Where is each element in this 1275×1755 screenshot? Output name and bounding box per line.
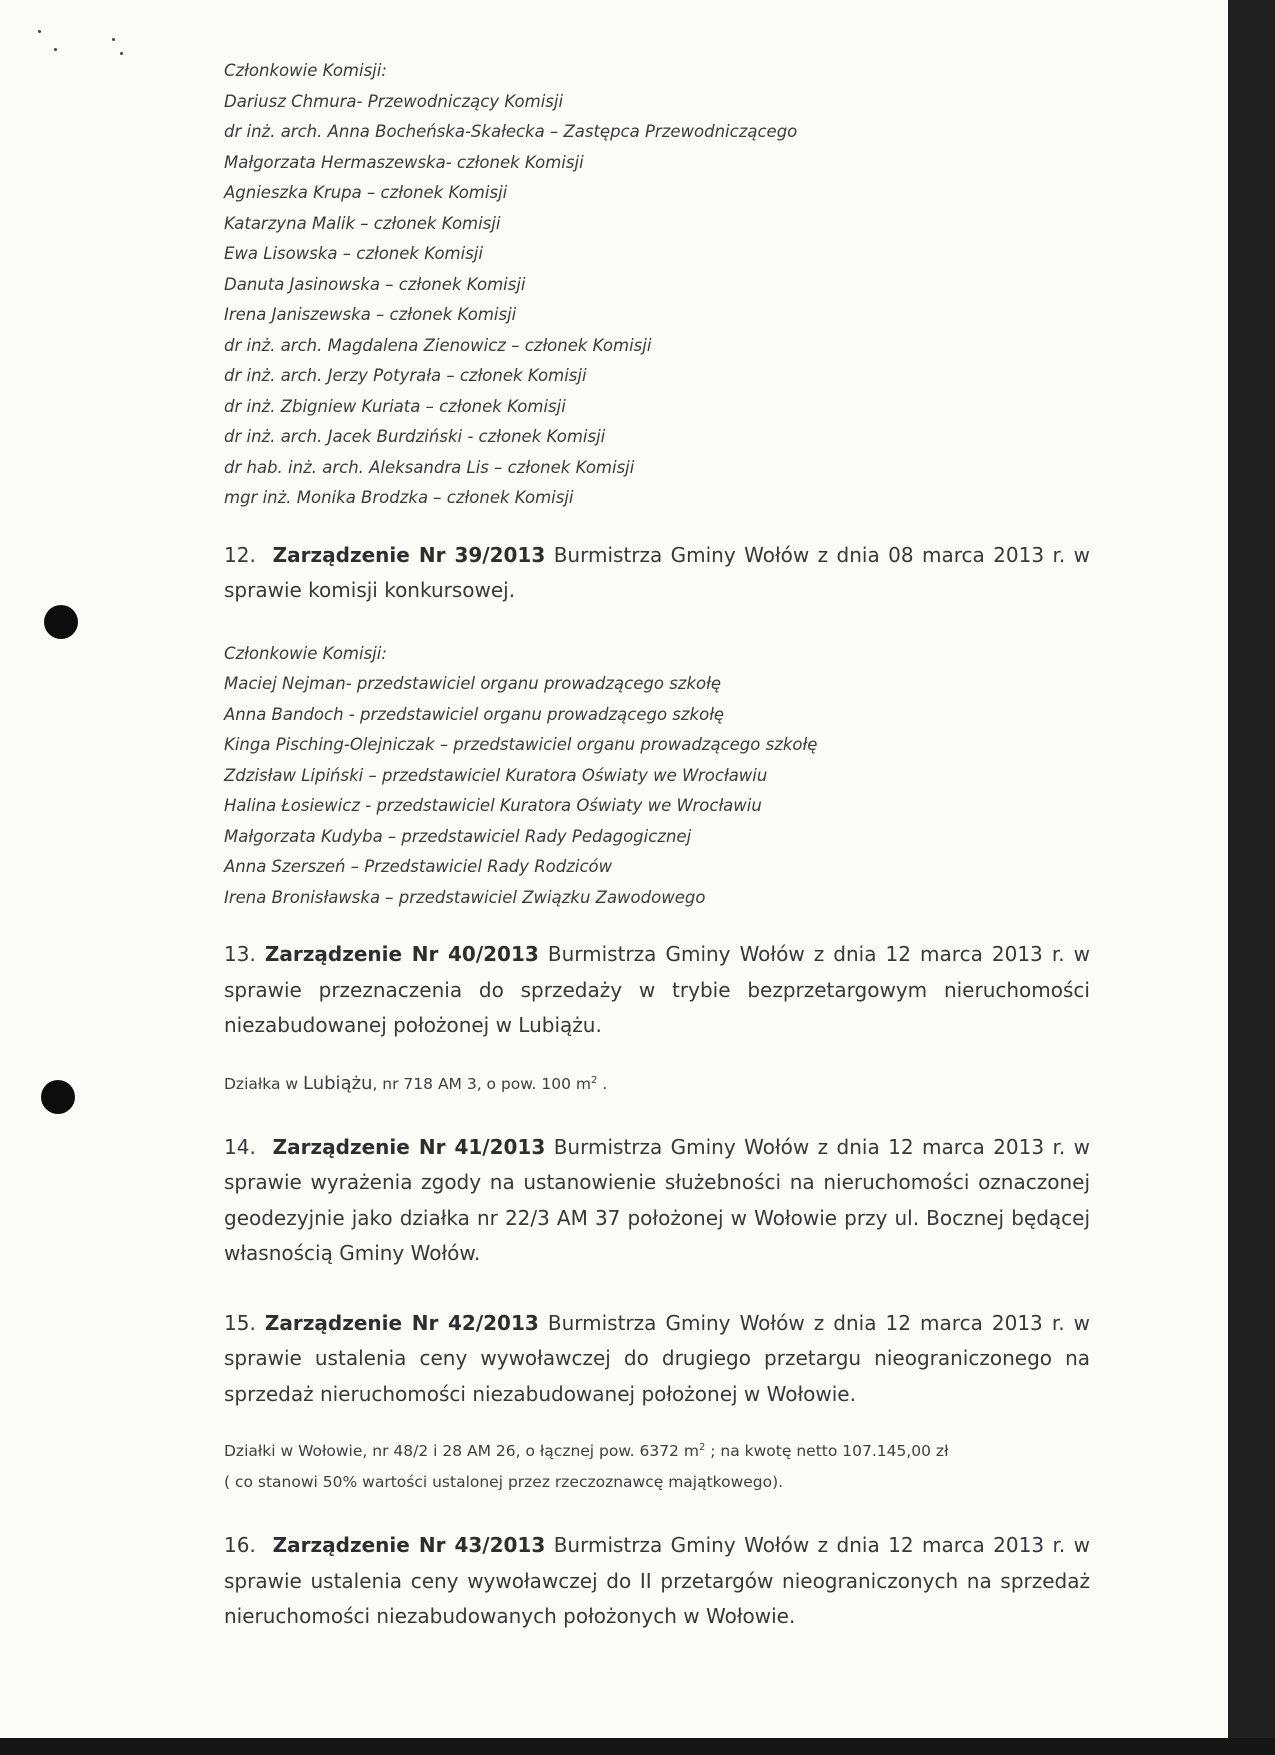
note-line: ( co stanowi 50% wartości ustalonej przez rzeczoznawcę majątkowego). (224, 1473, 784, 1491)
member-entry: Irena Bronisławska – przedstawiciel Związku Zawodowego (224, 887, 706, 907)
ordinance-number: Zarządzenie Nr 40/2013 (264, 942, 539, 966)
item-number: 14. (224, 1134, 256, 1159)
note-text: Działka w (224, 1074, 304, 1093)
member-entry: dr hab. inż. arch. Aleksandra Lis – członek Komisji (224, 457, 635, 477)
ordinance-subject: w sprawie przeznaczenia do sprzedaży w trybie bezprzetargowym nieruchomości niezabudowanej położonej w Lubiążu. (224, 942, 1091, 1037)
ordinance-number: Zarządzenie Nr 42/2013 (264, 1310, 539, 1335)
ordinance-item-16 (224, 1528, 1090, 1635)
punch-hole (44, 605, 78, 639)
ordinance-issuer-date: Burmistrza Gminy Wołów z dnia 12 marca 2013 r. (547, 1310, 1065, 1335)
item-number: 15. (224, 1310, 256, 1335)
ordinance-item-14 (224, 1130, 1090, 1272)
competition-commission-members-list (224, 639, 1090, 914)
note-text: ; na kwotę netto 107.145,00 zł (705, 1442, 949, 1460)
ordinance-issuer-date: Burmistrza Gminy Wołów z dnia 12 marca 2013 r. (547, 942, 1065, 966)
ordinance-item-13 (224, 937, 1090, 1044)
item-number: 13. (224, 942, 256, 966)
member-entry: Kinga Pisching-Olejniczak – przedstawiciel organu prowadzącego szkołę (224, 735, 818, 754)
note-superscript: 2 (698, 1441, 706, 1453)
scan-speck (38, 30, 41, 33)
note-text: , nr 718 AM 3, o pow. 100 m (372, 1074, 592, 1093)
punch-hole (41, 1080, 75, 1114)
commission-header: Członkowie Komisji: (224, 61, 387, 80)
member-entry: Halina Łosiewicz - przedstawiciel Kuratora Oświaty we Wrocławiu (224, 796, 762, 815)
ordinance-item-12 (224, 538, 1090, 609)
scan-speck (120, 52, 123, 55)
ordinance-item-15 (224, 1306, 1090, 1413)
member-entry: Danuta Jasinowska – członek Komisji (224, 274, 526, 294)
scan-speck (54, 48, 57, 51)
ordinance-issuer-date: Burmistrza Gminy Wołów z dnia 12 marca 2013 r. (553, 1134, 1066, 1159)
member-entry: dr inż. arch. Magdalena Zienowicz – członek Komisji (224, 335, 652, 355)
note-text: Działki w Wołowie, nr 48/2 i 28 AM 26, o łącznej pow. 6372 m (224, 1442, 699, 1460)
parcel-price-note (224, 1436, 1090, 1498)
member-entry: dr inż. arch. Jerzy Potyrała – członek Komisji (224, 366, 587, 385)
member-entry: Ewa Lisowska – członek Komisji (224, 244, 483, 263)
member-entry: Irena Janiszewska – członek Komisji (224, 305, 517, 324)
commission-members-list (224, 56, 1090, 514)
note-text: . (597, 1074, 608, 1093)
note-line (224, 1436, 1090, 1467)
scan-speck (112, 38, 115, 41)
ordinance-issuer-date: Burmistrza Gminy Wołów z dnia 12 marca 2013 r. (553, 1533, 1066, 1557)
member-entry: Maciej Nejman- przedstawiciel organu prowadzącego szkołę (224, 674, 721, 693)
member-entry: dr inż. arch. Anna Bocheńska-Skałecka – Zastępca Przewodniczącego (224, 122, 798, 141)
member-entry: Katarzyna Malik – członek Komisji (224, 213, 501, 233)
ordinance-subject: w sprawie ustalenia ceny wywoławczej do drugiego przetargu nieograniczonego na sprzedaż nieruchomości niezabudowanej położonej w Wołowie. (224, 1310, 1091, 1406)
note-place: Lubiążu (303, 1072, 373, 1094)
item-number: 12. (224, 542, 256, 567)
ordinance-subject: w sprawie ustalenia ceny wywoławczej do II przetargów nieograniczonych na sprzedaż nieruchomości niezabudowanych położonych w Wołowie. (224, 1533, 1091, 1628)
member-entry: Anna Bandoch - przedstawiciel organu prowadzącego szkołę (224, 704, 725, 724)
member-entry: Anna Szerszeń – Przedstawiciel Rady Rodziców (224, 857, 613, 876)
document-content (224, 56, 1090, 1635)
member-entry: Agnieszka Krupa – członek Komisji (224, 183, 508, 202)
scan-border-right (1228, 0, 1275, 1755)
scan-border-bottom (0, 1738, 1275, 1755)
ordinance-subject: w sprawie komisji konkursowej. (224, 542, 1091, 602)
ordinance-subject: w sprawie wyrażenia zgody na ustanowienie służebności na nieruchomości oznaczonej geodezyjnie jako działka nr 22/3 AM 37 położonej w Wołowie przy ul. Bocznej będącej własnością Gminy Wołów. (224, 1134, 1091, 1265)
member-entry: Zdzisław Lipiński – przedstawiciel Kuratora Oświaty we Wrocławiu (224, 765, 768, 785)
commission-header: Członkowie Komisji: (224, 643, 387, 663)
ordinance-number: Zarządzenie Nr 43/2013 (272, 1533, 546, 1557)
member-entry: dr inż. arch. Jacek Burdziński - członek Komisji (224, 427, 606, 446)
ordinance-issuer-date: Burmistrza Gminy Wołów z dnia 08 marca 2013 r. (553, 542, 1066, 567)
member-entry: Małgorzata Kudyba – przedstawiciel Rady Pedagogicznej (224, 826, 692, 846)
member-entry: mgr inż. Monika Brodzka – członek Komisji (224, 488, 574, 507)
member-entry: Małgorzata Hermaszewska- członek Komisji (224, 152, 584, 172)
ordinance-number: Zarządzenie Nr 39/2013 (272, 542, 546, 567)
item-number: 16. (224, 1533, 256, 1557)
member-entry: dr inż. Zbigniew Kuriata – członek Komisji (224, 396, 566, 416)
parcel-note (224, 1068, 1090, 1100)
note-superscript: 2 (591, 1074, 598, 1086)
member-entry: Dariusz Chmura- Przewodniczący Komisji (224, 91, 564, 111)
ordinance-number: Zarządzenie Nr 41/2013 (272, 1134, 546, 1159)
